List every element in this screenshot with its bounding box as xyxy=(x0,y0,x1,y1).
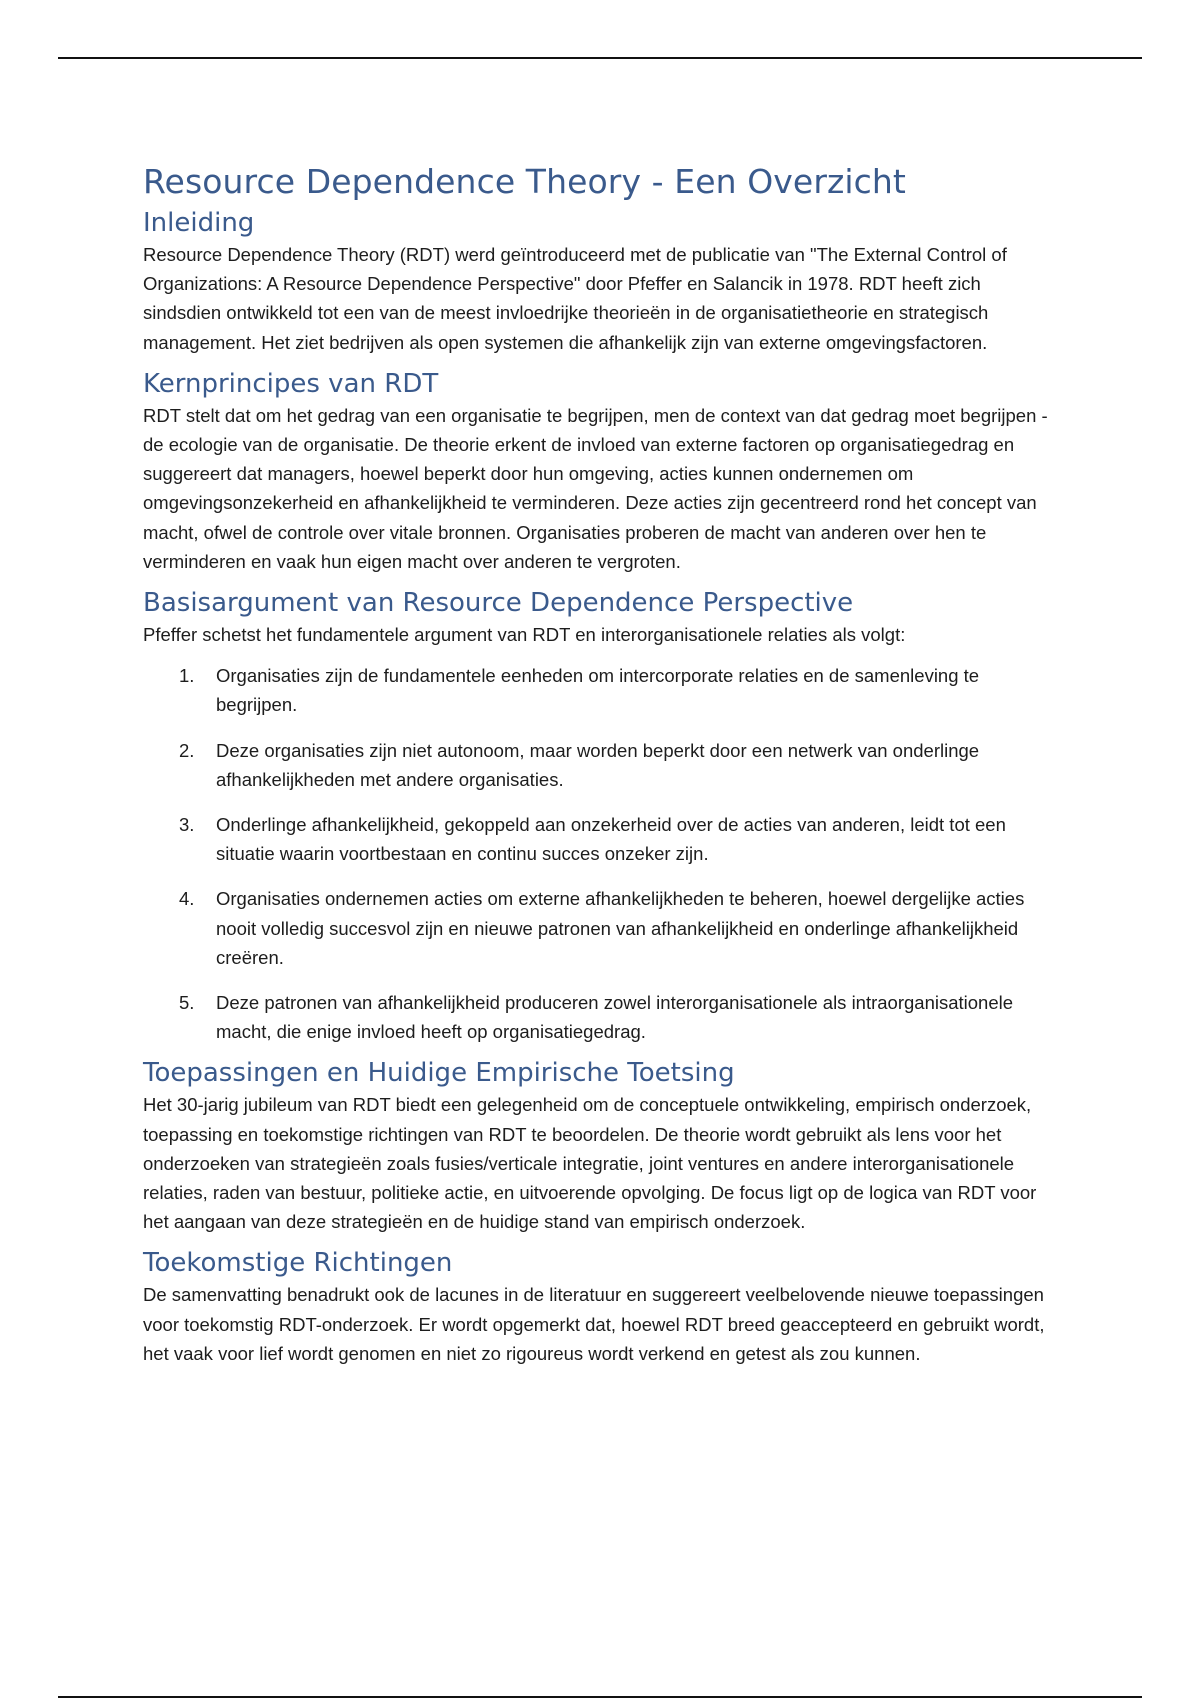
list-item-text: Deze patronen van afhankelijkheid produceren zowel interorganisationele als intraorganisationele macht, die enige invloed heeft op organisatiegedrag. xyxy=(216,992,1014,1043)
document-title: Resource Dependence Theory - Een Overzicht xyxy=(143,162,906,201)
list-item xyxy=(143,884,1063,972)
list-item-text: Organisaties ondernemen acties om externe afhankelijkheden te beheren, hoewel dergelijke acties nooit volledig succesvol zijn en nieuwe patronen van afhankelijkheid en onderlinge afhankelijkheid creëren. xyxy=(216,888,1025,968)
paragraph-kernprincipes: RDT stelt dat om het gedrag van een organisatie te begrijpen, men de context van dat gedrag moet begrijpen - de ecologie van de organisatie. De theorie erkent de invloed van externe factoren op organisatiegedrag en suggereert dat managers, hoewel beperkt door hun omgeving, acties kunnen ondernemen om omgevingsonzekerheid en afhankelijkheid te verminderen. Deze acties zijn gecentreerd rond het concept van macht, ofwel de controle over vitale bronnen. Organisaties proberen de macht van anderen over hen te verminderen en vaak hun eigen macht over anderen te vergroten. xyxy=(143,404,1048,572)
heading-toekomstige-richtingen: Toekomstige Richtingen xyxy=(143,1248,453,1279)
paragraph-inleiding: Resource Dependence Theory (RDT) werd geïntroduceerd met de publicatie van "The External Control of Organizations: A Resource Dependence Perspective" door Pfeffer en Salancik in 1978. RDT heeft zich sindsdien ontwikkeld tot een van de meest invloedrijke theorieën in de organisatietheorie en strategisch management. Het ziet bedrijven als open systemen die afhankelijk zijn van externe omgevingsfactoren. xyxy=(143,244,1007,353)
list-item xyxy=(143,661,1063,719)
paragraph-toekomstige-richtingen: De samenvatting benadrukt ook de lacunes in de literatuur en suggereert veelbelovende nieuwe toepassingen voor toekomstig RDT-onderzoek. Er wordt opgemerkt dat, hoewel RDT breed geaccepteerd en gebruikt wordt, het vaak voor lief wordt genomen en niet zo rigoureus wordt verkend en getest als zou kunnen. xyxy=(143,1284,1045,1364)
heading-basisargument: Basisargument van Resource Dependence Perspective xyxy=(143,588,854,619)
list-item xyxy=(143,810,1063,868)
heading-toepassingen: Toepassingen en Huidige Empirische Toetsing xyxy=(143,1058,735,1089)
list-item xyxy=(143,988,1063,1046)
list-item-number: 1. xyxy=(179,665,195,687)
document-body xyxy=(143,160,1063,1368)
list-item-number: 4. xyxy=(179,888,195,910)
heading-kernprincipes: Kernprincipes van RDT xyxy=(143,368,439,399)
bottom-rule xyxy=(58,1696,1142,1698)
list-item-number: 3. xyxy=(179,814,195,836)
paragraph-basisargument: Pfeffer schetst het fundamentele argument van RDT en interorganisationele relaties als volgt: xyxy=(143,624,906,646)
list-item-text: Deze organisaties zijn niet autonoom, maar worden beperkt door een netwerk van onderlinge afhankelijkheden met andere organisaties. xyxy=(216,739,980,790)
argument-list xyxy=(143,661,1063,1046)
list-item-number: 2. xyxy=(179,739,195,761)
heading-inleiding: Inleiding xyxy=(143,208,255,238)
top-rule xyxy=(58,57,1142,59)
list-item xyxy=(143,736,1063,794)
list-item-text: Onderlinge afhankelijkheid, gekoppeld aan onzekerheid over de acties van anderen, leidt tot een situatie waarin voortbestaan en continu succes onzeker zijn. xyxy=(216,814,1006,865)
list-item-text: Organisaties zijn de fundamentele eenheden om intercorporate relaties en de samenleving te begrijpen. xyxy=(216,665,980,716)
paragraph-toepassingen: Het 30-jarig jubileum van RDT biedt een gelegenheid om de conceptuele ontwikkeling, empirisch onderzoek, toepassing en toekomstige richtingen van RDT te beoordelen. De theorie wordt gebruikt als lens voor het onderzoeken van strategieën zoals fusies/verticale integratie, joint ventures en andere interorganisationele relaties, raden van bestuur, politieke actie, en uitvoerende opvolging. De focus ligt op de logica van RDT voor het aangaan van deze strategieën en de huidige stand van empirisch onderzoek. xyxy=(143,1094,1037,1233)
list-item-number: 5. xyxy=(179,992,195,1014)
